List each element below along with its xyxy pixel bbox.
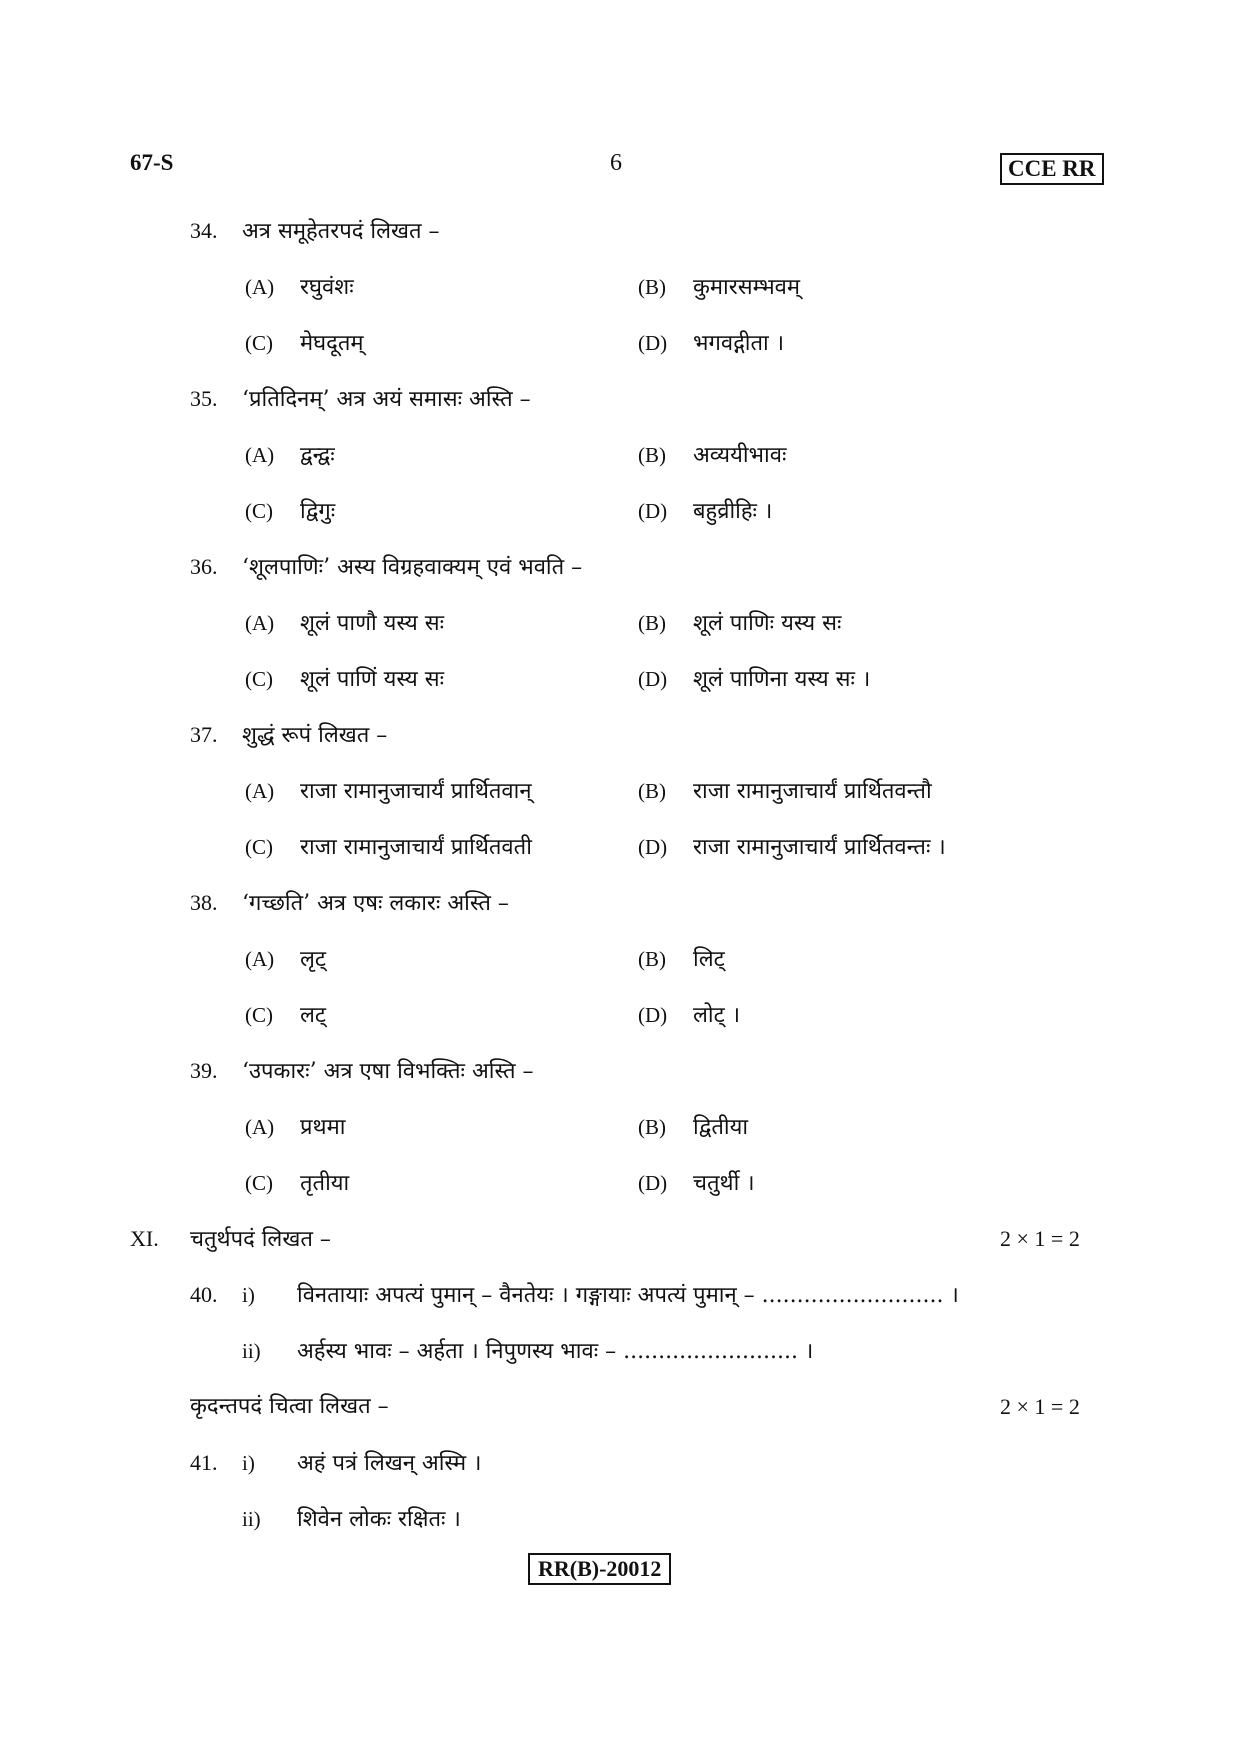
option-text: लिट् bbox=[693, 947, 725, 972]
question-number: 36. bbox=[190, 554, 218, 579]
question-38 bbox=[190, 888, 509, 919]
sub-text: अर्हस्य भावः – अर्हता । निपुणस्य भावः – ......................... । bbox=[297, 1339, 814, 1364]
option-37-b bbox=[638, 776, 932, 807]
option-36-d bbox=[638, 664, 870, 695]
question-36 bbox=[190, 552, 582, 583]
question-40-ii bbox=[242, 1336, 813, 1367]
option-label: (B) bbox=[638, 275, 666, 299]
option-39-b bbox=[638, 1112, 748, 1143]
question-text: ‘गच्छति’ अत्र एषः लकारः अस्ति – bbox=[242, 891, 509, 916]
option-text: कुमारसम्भवम् bbox=[693, 275, 801, 300]
section-title: चतुर्थपदं लिखत – bbox=[190, 1227, 331, 1252]
option-label: (A) bbox=[245, 1115, 275, 1139]
option-36-b bbox=[638, 608, 842, 639]
option-label: (B) bbox=[638, 443, 666, 467]
option-38-d bbox=[638, 1000, 740, 1031]
option-34-d bbox=[638, 328, 784, 359]
series-box: CCE RR bbox=[1000, 153, 1104, 185]
option-35-a bbox=[245, 440, 335, 471]
option-text: प्रथमा bbox=[300, 1115, 346, 1140]
option-34-c bbox=[245, 328, 364, 359]
option-label: (A) bbox=[245, 611, 275, 635]
option-34-b bbox=[638, 272, 800, 303]
option-text: मेघदूतम् bbox=[300, 331, 364, 356]
option-label: (C) bbox=[245, 499, 273, 523]
option-label: (D) bbox=[638, 667, 668, 691]
option-text: शूलं पाणिः यस्य सः bbox=[693, 611, 842, 636]
option-label: (D) bbox=[638, 1003, 668, 1027]
option-label: (C) bbox=[245, 331, 273, 355]
option-text: द्वन्द्वः bbox=[300, 443, 335, 468]
option-37-d bbox=[638, 832, 946, 863]
option-text: शूलं पाणिं यस्य सः bbox=[300, 667, 445, 692]
option-label: (A) bbox=[245, 275, 275, 299]
question-35 bbox=[190, 384, 531, 415]
option-text: रघुवंशः bbox=[300, 275, 354, 300]
question-number: 39. bbox=[190, 1058, 218, 1083]
option-label: (C) bbox=[245, 667, 273, 691]
question-40-i bbox=[190, 1280, 959, 1311]
option-text: चतुर्थी । bbox=[693, 1171, 755, 1196]
option-36-c bbox=[245, 664, 444, 695]
section-xi-heading bbox=[130, 1224, 331, 1255]
footer-code-box: RR(B)-20012 bbox=[528, 1553, 671, 1585]
question-41-ii bbox=[242, 1504, 461, 1535]
option-38-a bbox=[245, 944, 326, 975]
option-text: लोट् । bbox=[693, 1003, 741, 1028]
option-text: शूलं पाणौ यस्य सः bbox=[300, 611, 445, 636]
option-label: (A) bbox=[245, 779, 275, 803]
sub-label: ii) bbox=[242, 1507, 261, 1531]
option-text: भगवद्गीता । bbox=[693, 331, 785, 356]
question-41-i bbox=[190, 1448, 481, 1479]
option-37-a bbox=[245, 776, 532, 807]
option-35-c bbox=[245, 496, 335, 527]
sub-label: i) bbox=[242, 1283, 255, 1307]
question-number: 37. bbox=[190, 722, 218, 747]
sub-label: i) bbox=[242, 1451, 255, 1475]
option-38-c bbox=[245, 1000, 326, 1031]
option-text: द्वितीया bbox=[693, 1115, 749, 1140]
option-39-a bbox=[245, 1112, 345, 1143]
option-text: शूलं पाणिना यस्य सः । bbox=[693, 667, 871, 692]
option-label: (D) bbox=[638, 835, 668, 859]
option-38-b bbox=[638, 944, 725, 975]
question-text: अत्र समूहेतरपदं लिखत – bbox=[242, 219, 440, 244]
option-label: (B) bbox=[638, 947, 666, 971]
question-number: 38. bbox=[190, 890, 218, 915]
question-number: 35. bbox=[190, 386, 218, 411]
question-text: शुद्धं रूपं लिखत – bbox=[242, 723, 388, 748]
question-number: 41. bbox=[190, 1450, 218, 1475]
section-xi-marks: 2 × 1 = 2 bbox=[1000, 1226, 1080, 1251]
option-39-d bbox=[638, 1168, 755, 1199]
option-label: (C) bbox=[245, 1171, 273, 1195]
question-text: ‘उपकारः’ अत्र एषा विभक्तिः अस्ति – bbox=[242, 1059, 534, 1084]
sub-label: ii) bbox=[242, 1339, 261, 1363]
option-text: राजा रामानुजाचार्यं प्रार्थितवन्तः । bbox=[693, 835, 946, 860]
kridanta-marks: 2 × 1 = 2 bbox=[1000, 1394, 1080, 1419]
question-39 bbox=[190, 1056, 534, 1087]
kridanta-heading: कृदन्तपदं चित्वा लिखत – bbox=[190, 1394, 389, 1419]
option-label: (C) bbox=[245, 1003, 273, 1027]
question-34 bbox=[190, 216, 440, 247]
sub-text: अहं पत्रं लिखन् अस्मि । bbox=[297, 1451, 482, 1476]
paper-code: 67-S bbox=[130, 150, 174, 175]
option-label: (D) bbox=[638, 331, 668, 355]
option-label: (B) bbox=[638, 611, 666, 635]
option-text: अव्ययीभावः bbox=[693, 443, 787, 468]
question-text: ‘प्रतिदिनम्’ अत्र अयं समासः अस्ति – bbox=[242, 387, 531, 412]
question-text: ‘शूलपाणिः’ अस्य विग्रहवाक्यम् एवं भवति – bbox=[242, 555, 583, 580]
question-37 bbox=[190, 720, 387, 751]
sub-text: शिवेन लोकः रक्षितः । bbox=[297, 1507, 461, 1532]
option-37-c bbox=[245, 832, 532, 863]
option-label: (B) bbox=[638, 779, 666, 803]
option-text: राजा रामानुजाचार्यं प्रार्थितवती bbox=[300, 835, 532, 860]
section-number: XI. bbox=[130, 1226, 159, 1251]
option-label: (D) bbox=[638, 499, 668, 523]
option-label: (D) bbox=[638, 1171, 668, 1195]
option-label: (A) bbox=[245, 947, 275, 971]
option-36-a bbox=[245, 608, 444, 639]
option-text: लट् bbox=[300, 1003, 327, 1028]
option-34-a bbox=[245, 272, 354, 303]
page-number: 6 bbox=[610, 150, 622, 176]
option-label: (C) bbox=[245, 835, 273, 859]
option-text: राजा रामानुजाचार्यं प्रार्थितवन्तौ bbox=[693, 779, 932, 804]
option-35-b bbox=[638, 440, 786, 471]
option-text: राजा रामानुजाचार्यं प्रार्थितवान् bbox=[300, 779, 532, 804]
option-text: बहुव्रीहिः । bbox=[693, 499, 773, 524]
question-number: 40. bbox=[190, 1282, 218, 1307]
option-text: लृट् bbox=[300, 947, 327, 972]
sub-text: विनतायाः अपत्यं पुमान् – वैनतेयः । गङ्गायाः अपत्यं पुमान् – .......................... । bbox=[297, 1283, 959, 1308]
option-35-d bbox=[638, 496, 772, 527]
option-text: द्विगुः bbox=[300, 499, 336, 524]
option-text: तृतीया bbox=[300, 1171, 350, 1196]
option-label: (A) bbox=[245, 443, 275, 467]
option-39-c bbox=[245, 1168, 349, 1199]
option-label: (B) bbox=[638, 1115, 666, 1139]
question-number: 34. bbox=[190, 218, 218, 243]
